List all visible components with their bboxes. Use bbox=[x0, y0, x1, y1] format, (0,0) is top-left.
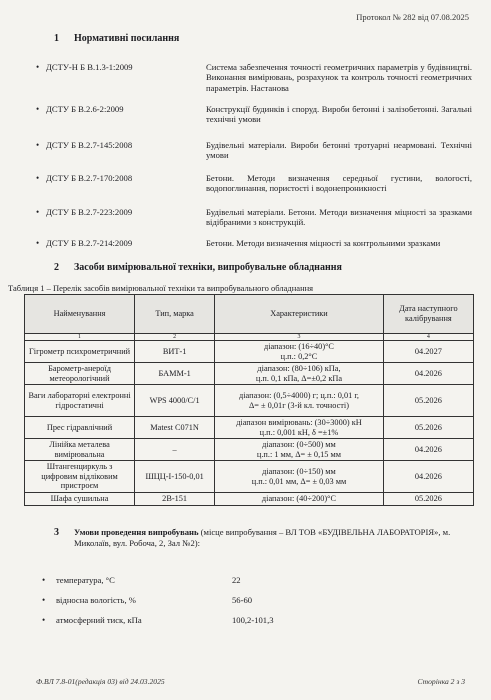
condition-label: температура, °С bbox=[56, 575, 115, 585]
instrument-name: Штангенциркуль з цифровим відліковим пристроєм bbox=[25, 461, 135, 493]
table-row bbox=[25, 461, 474, 493]
instrument-characteristics: діапазон: (80÷106) кПа, ц.п. 0,1 кПа, Δ=±0,2 кПа bbox=[215, 363, 384, 385]
calibration-date: 05.2026 bbox=[383, 385, 473, 417]
instrument-name: Прес гідравлічний bbox=[25, 417, 135, 439]
instrument-characteristics: діапазон вимірювань: (30÷3000) кН ц.п.: 0,001 кН, δ =±1% bbox=[215, 417, 384, 439]
column-header-characteristics: Характеристики bbox=[215, 295, 384, 334]
table-row bbox=[25, 439, 474, 461]
standard-description: Система забезпечення точності геометричних параметрів у будівництві. Виконання вимірювань, розрахунок та контроль точності геометричних параметрів. Настанова bbox=[206, 62, 472, 93]
form-reference: Ф.ВЛ 7.8-01(редакція 03) від 24.03.2025 bbox=[36, 677, 165, 686]
standard-code: ДСТУ Б В.2.7-223:2009 bbox=[46, 207, 133, 217]
table-row bbox=[25, 341, 474, 363]
condition-label: атмосферний тиск, кПа bbox=[56, 615, 142, 625]
bullet-icon: • bbox=[36, 140, 40, 150]
instrument-name: Гігрометр психрометричний bbox=[25, 341, 135, 363]
bullet-icon: • bbox=[42, 615, 46, 625]
table-row bbox=[25, 363, 474, 385]
calibration-date: 04.2026 bbox=[383, 439, 473, 461]
instrument-name: Лінійка металева вимірювальна bbox=[25, 439, 135, 461]
bullet-icon: • bbox=[42, 575, 46, 585]
bullet-icon: • bbox=[36, 62, 40, 72]
section-3-title: 3 Умови проведення випробувань (місце випробування – ВЛ ТОВ «БУДІВЕЛЬНА ЛАБОРАТОРІЯ», м. Миколаїв, вул. Робоча, 2, Зал №2): bbox=[54, 527, 451, 548]
column-index: 2 bbox=[135, 334, 215, 341]
calibration-date: 04.2027 bbox=[383, 341, 473, 363]
standard-description: Конструкції будинків і споруд. Вироби бетонні і залізобетонні. Загальні технічні умови bbox=[206, 104, 472, 125]
condition-label: відносна вологість, % bbox=[56, 595, 136, 605]
calibration-date: 05.2026 bbox=[383, 417, 473, 439]
normative-reference-item bbox=[36, 207, 472, 228]
normative-reference-item bbox=[36, 140, 472, 161]
standard-code: ДСТУ Б В.2.7-170:2008 bbox=[46, 173, 133, 183]
instrument-name: Шафа сушильна bbox=[25, 493, 135, 506]
standard-code: ДСТУ-Н Б В.1.3-1:2009 bbox=[46, 62, 133, 72]
page-number: Сторінка 2 з 3 bbox=[417, 677, 465, 686]
table-row bbox=[25, 493, 474, 506]
standard-description: Бетони. Методи визначення середньої густини, вологості, водопоглинання, пористості і водонепроникності bbox=[206, 173, 472, 194]
instrument-characteristics: діапазон: (16÷40)°С ц.п.: 0,2°С bbox=[215, 341, 384, 363]
bullet-icon: • bbox=[36, 238, 40, 248]
instrument-characteristics: діапазон: (0,5÷4000) г; ц.п.: 0,01 г, Δ= ± 0,01г (3-й кл. точності) bbox=[215, 385, 384, 417]
standard-code: ДСТУ Б В.2.7-145:2008 bbox=[46, 140, 133, 150]
instrument-type: ВИТ-1 bbox=[135, 341, 215, 363]
bullet-icon: • bbox=[36, 173, 40, 183]
column-header-type: Тип, марка bbox=[135, 295, 215, 334]
normative-reference-item bbox=[36, 104, 472, 125]
column-index-row bbox=[25, 334, 474, 341]
bullet-icon: • bbox=[36, 104, 40, 114]
normative-reference-item bbox=[36, 173, 472, 194]
table-header-row bbox=[25, 295, 474, 334]
instrument-characteristics: діапазон: (40÷200)°С bbox=[215, 493, 384, 506]
instrument-type: Matest C071N bbox=[135, 417, 215, 439]
instrument-name: Барометр-анероїд метеорологічний bbox=[25, 363, 135, 385]
standard-description: Бетони. Методи визначення міцності за контрольними зразками bbox=[206, 238, 441, 248]
standard-code: ДСТУ Б В.2.7-214:2009 bbox=[46, 238, 133, 248]
column-index: 1 bbox=[25, 334, 135, 341]
section-2-title: 2 Засоби вимірювальної техніки, випробувальне обладнання bbox=[54, 262, 342, 273]
instrument-characteristics: діапазон: (0÷500) мм ц.п.: 1 мм, Δ= ± 0,15 мм bbox=[215, 439, 384, 461]
column-header-calibration-date: Дата наступного калібрування bbox=[383, 295, 473, 334]
column-index: 4 bbox=[383, 334, 473, 341]
instrument-type: БАММ-1 bbox=[135, 363, 215, 385]
column-header-name: Найменування bbox=[25, 295, 135, 334]
instrument-name: Ваги лабораторні електронні гідростатичні bbox=[25, 385, 135, 417]
standard-code: ДСТУ Б В.2.6-2:2009 bbox=[46, 104, 124, 114]
normative-reference-item bbox=[36, 238, 472, 248]
calibration-date: 04.2026 bbox=[383, 461, 473, 493]
instrument-type: – bbox=[135, 439, 215, 461]
condition-value: 56-60 bbox=[232, 595, 253, 605]
instrument-type: WPS 4000/C/1 bbox=[135, 385, 215, 417]
protocol-number: Протокол № 282 від 07.08.2025 bbox=[356, 12, 469, 22]
column-index: 3 bbox=[215, 334, 384, 341]
condition-value: 100,2-101,3 bbox=[232, 615, 274, 625]
calibration-date: 05.2026 bbox=[383, 493, 473, 506]
condition-value: 22 bbox=[232, 575, 241, 585]
standard-description: Будівельні матеріали. Вироби бетонні тротуарні неармовані. Технічні умови bbox=[206, 140, 472, 161]
bullet-icon: • bbox=[36, 207, 40, 217]
section-1-title: 1 Нормативні посилання bbox=[54, 33, 180, 44]
standard-description: Будівельні матеріали. Бетони. Методи визначення міцності за зразками відібраними з конструкцій. bbox=[206, 207, 472, 228]
table-row bbox=[25, 385, 474, 417]
normative-reference-item bbox=[36, 62, 472, 93]
instrument-type: 2В-151 bbox=[135, 493, 215, 506]
instrument-type: ШЦЦ-I-150-0,01 bbox=[135, 461, 215, 493]
table-caption: Таблиця 1 – Перелік засобів вимірювальної техніки та випробувального обладнання bbox=[8, 283, 314, 293]
instrument-characteristics: діапазон: (0÷150) мм ц.п.: 0,01 мм, Δ= ± 0,03 мм bbox=[215, 461, 384, 493]
calibration-date: 04.2026 bbox=[383, 363, 473, 385]
instruments-table bbox=[24, 294, 474, 506]
table-row bbox=[25, 417, 474, 439]
bullet-icon: • bbox=[42, 595, 46, 605]
